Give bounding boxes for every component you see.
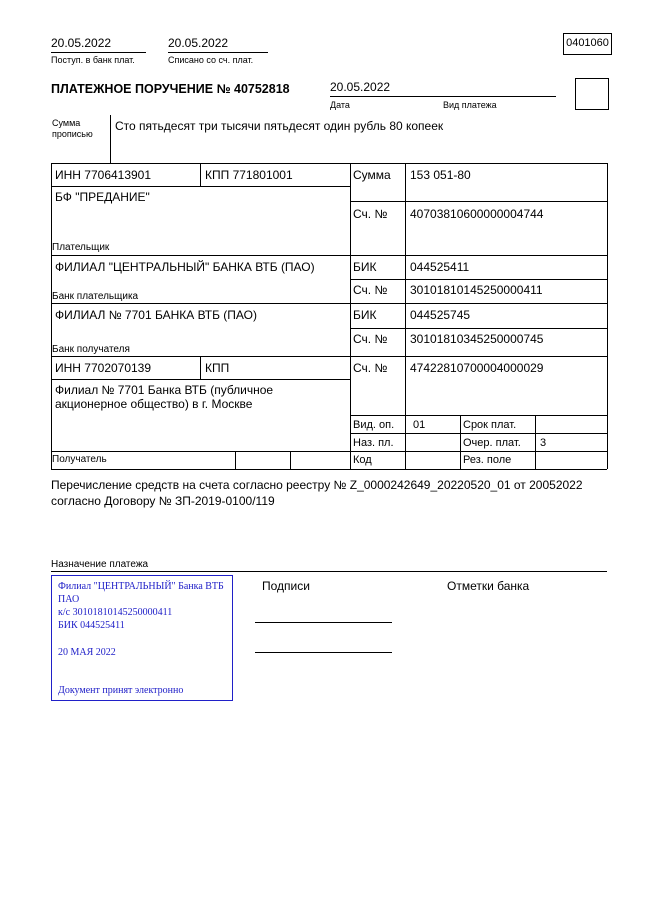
payee-bank-account: 30101810345250000745	[410, 332, 544, 346]
signature-line-2	[255, 652, 392, 653]
payment-kind-box	[575, 78, 609, 110]
line-label-divider	[405, 163, 406, 469]
date-label: Дата	[330, 100, 350, 110]
payee-section-label: Получатель	[52, 454, 107, 465]
line-table-bottom	[51, 469, 607, 470]
line-under-payee-inn	[51, 379, 350, 380]
payer-bank-section-label: Банк плательщика	[52, 291, 139, 302]
payer-bank-name: ФИЛИАЛ "ЦЕНТРАЛЬНЫЙ" БАНКА ВТБ (ПАО)	[55, 260, 315, 274]
signature-line-1	[255, 622, 392, 623]
form-code-box: 0401060	[563, 33, 612, 55]
payer-bank-account: 30101810145250000411	[410, 283, 543, 297]
purpose-code-label: Наз. пл.	[353, 437, 394, 449]
line-under-amount	[350, 201, 607, 202]
stamp-date: 20 МАЯ 2022	[58, 647, 116, 658]
line-op-divider-2	[535, 415, 536, 469]
document-date: 20.05.2022	[330, 80, 556, 97]
line-bottomstrip-1	[235, 451, 236, 469]
line-purpose-bottom	[51, 571, 607, 572]
code-label: Код	[353, 454, 372, 466]
due-date-label: Срок плат.	[463, 419, 517, 431]
payee-bank-name: ФИЛИАЛ № 7701 БАНКА ВТБ (ПАО)	[55, 308, 258, 322]
line-payerbank-bottom	[51, 303, 607, 304]
priority-label: Очер. плат.	[463, 437, 521, 449]
line-bottomstrip-2	[290, 451, 291, 469]
payee-bank-section-label: Банк получателя	[52, 344, 130, 355]
line-inn-kpp-divider	[200, 163, 201, 186]
line-under-payer-inn	[51, 186, 350, 187]
payee-name: Филиал № 7701 Банка ВТБ (публичное акционерное общество) в г. Москве	[55, 383, 274, 412]
signatures-label: Подписи	[262, 579, 310, 593]
amount-in-words-value: Сто пятьдесят три тысячи пятьдесят один рубль 80 копеек	[115, 119, 444, 133]
amount-label: Сумма	[353, 168, 391, 182]
payer-kpp: КПП 771801001	[205, 168, 293, 182]
bank-stamp	[51, 575, 233, 701]
line-amount-bottom	[51, 163, 607, 164]
amount-in-words-label: Сумма прописью	[52, 118, 93, 140]
line-under-payeebank-bik	[350, 328, 607, 329]
line-op-divider-1	[460, 415, 461, 469]
line-table-right	[607, 163, 608, 469]
payer-bank-bik: 044525411	[410, 260, 470, 274]
payee-bank-account-label: Сч. №	[353, 332, 388, 346]
stamp-note: Документ принят электронно	[58, 685, 184, 696]
reserve-field-label: Рез. поле	[463, 454, 512, 466]
stamp-bank-name: Филиал "ЦЕНТРАЛЬНЫЙ" Банка ВТБ ПАО	[58, 581, 224, 605]
document-title: ПЛАТЕЖНОЕ ПОРУЧЕНИЕ № 40752818	[51, 82, 290, 96]
op-kind-value: 01	[413, 419, 426, 431]
payee-bank-bik-label: БИК	[353, 308, 377, 322]
purpose-section-label: Назначение платежа	[51, 559, 149, 570]
priority-value: 3	[540, 437, 547, 449]
payee-account: 47422810700004000029	[410, 361, 544, 375]
stamp-bik: БИК 044525411	[58, 620, 125, 631]
stamp-corr-account: к/с 30101810145250000411	[58, 607, 173, 618]
line-payer-bottom	[51, 255, 607, 256]
payee-kpp-label: КПП	[205, 361, 230, 375]
line-code-row-top	[51, 451, 607, 452]
line-opkind-top	[350, 415, 607, 416]
divider-amount-words	[110, 115, 111, 163]
payer-account-label: Сч. №	[353, 207, 388, 221]
line-payeebank-bottom	[51, 356, 607, 357]
line-mid-divider	[350, 163, 351, 469]
payer-name: БФ "ПРЕДАНИЕ"	[55, 190, 150, 204]
op-kind-label: Вид. оп.	[353, 419, 395, 431]
amount-value: 153 051-80	[410, 168, 471, 182]
line-under-payerbank-bik	[350, 279, 607, 280]
payer-inn: ИНН 7706413901	[55, 168, 152, 182]
payment-kind-label: Вид платежа	[443, 100, 497, 110]
payer-account: 40703810600000004744	[410, 207, 544, 221]
payer-bank-bik-label: БИК	[353, 260, 377, 274]
payer-section-label: Плательщик	[52, 242, 110, 253]
payer-bank-account-label: Сч. №	[353, 283, 388, 297]
bank-marks-label: Отметки банка	[447, 579, 530, 593]
debited-date-label: Списано со сч. плат.	[168, 55, 254, 65]
purpose-text: Перечисление средств на счета согласно реестру № Z_0000242649_20220520_01 от 20052022 согласно Договору № ЗП-2019-0100/119	[51, 478, 583, 508]
received-date-label: Поступ. в банк плат.	[51, 55, 135, 65]
payee-inn: ИНН 7702070139	[55, 361, 152, 375]
received-date: 20.05.2022	[51, 36, 146, 53]
line-opkind-bottom	[350, 433, 607, 434]
line-table-left	[51, 163, 52, 469]
payee-account-label: Сч. №	[353, 361, 388, 375]
debited-date: 20.05.2022	[168, 36, 268, 53]
line-inn-kpp-divider-2	[200, 356, 201, 379]
payee-bank-bik: 044525745	[410, 308, 471, 322]
